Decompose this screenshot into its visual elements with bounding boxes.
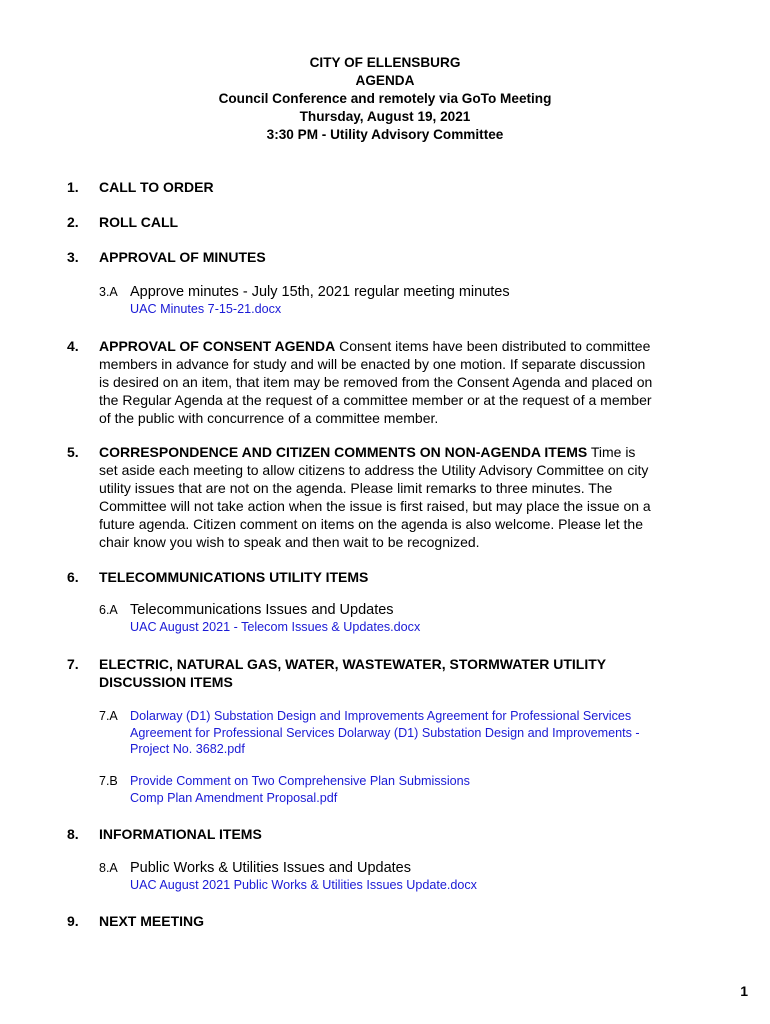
subitem-title: Approve minutes - July 15th, 2021 regular meeting minutes <box>130 284 510 300</box>
item-text-line: Consent items have been distributed to committee <box>339 338 651 354</box>
item-title <box>99 655 699 691</box>
item-title: CORRESPONDENCE AND CITIZEN COMMENTS ON NON-AGENDA ITEMS <box>99 444 588 460</box>
item-number: 4. <box>67 338 79 354</box>
document-type: AGENDA <box>355 73 415 88</box>
item-number: 2. <box>67 214 79 230</box>
item-number: 9. <box>67 913 79 929</box>
subitem-title: Telecommunications Issues and Updates <box>130 602 394 618</box>
agenda-header <box>0 54 770 144</box>
public-works-document-link[interactable]: UAC August 2021 Public Works & Utilities Issues Update.docx <box>130 878 477 892</box>
item-text-line: the Regular Agenda at the request of a committee member or at the request of a member <box>99 392 652 408</box>
item-number: 8. <box>67 826 79 842</box>
meeting-time-committee: 3:30 PM - Utility Advisory Committee <box>266 127 504 142</box>
comprehensive-plan-link[interactable]: Provide Comment on Two Comprehensive Plan Submissions <box>130 774 470 788</box>
subitem-number: 3.A <box>99 285 118 299</box>
meeting-location: Council Conference and remotely via GoTo Meeting <box>218 91 552 106</box>
item-text-line: Time is <box>590 444 636 460</box>
item-text-line: utility issues that are not on the agenda. Please limit remarks to three minutes. The <box>99 480 613 496</box>
item-number: 7. <box>67 656 79 672</box>
page-number: 1 <box>740 983 748 999</box>
subitem-number: 7.A <box>99 709 118 723</box>
dolarway-substation-link[interactable]: Dolarway (D1) Substation Design and Improvements Agreement for Professional Services <box>130 709 632 723</box>
city-name: CITY OF ELLENSBURG <box>309 55 461 70</box>
item-title: APPROVAL OF CONSENT AGENDA <box>99 338 336 354</box>
item-body <box>99 337 699 427</box>
item-body <box>99 443 699 551</box>
item-number: 5. <box>67 444 79 460</box>
item-title-line: DISCUSSION ITEMS <box>99 674 233 690</box>
minutes-document-link[interactable]: UAC Minutes 7-15-21.docx <box>130 302 282 316</box>
item-title-line: ELECTRIC, NATURAL GAS, WATER, WASTEWATER, STORMWATER UTILITY <box>99 656 607 672</box>
dolarway-agreement-document-link-cont[interactable]: Project No. 3682.pdf <box>130 742 245 756</box>
item-text-line: of the public with concurrence of a committee member. <box>99 410 439 426</box>
item-title: NEXT MEETING <box>99 913 205 929</box>
item-text-line: set aside each meeting to allow citizens to address the Utility Advisory Committee on city <box>99 462 649 478</box>
item-number: 3. <box>67 249 79 265</box>
telecom-document-link[interactable]: UAC August 2021 - Telecom Issues & Updates.docx <box>130 620 421 634</box>
item-title: ROLL CALL <box>99 214 179 230</box>
meeting-date: Thursday, August 19, 2021 <box>299 109 471 124</box>
item-title: TELECOMMUNICATIONS UTILITY ITEMS <box>99 569 369 585</box>
subitem-number: 6.A <box>99 603 118 617</box>
subitem-title: Public Works & Utilities Issues and Updates <box>130 860 411 876</box>
item-text-line: chair know you wish to speak and then wait to be recognized. <box>99 534 480 550</box>
item-title: CALL TO ORDER <box>99 179 214 195</box>
comp-plan-document-link[interactable]: Comp Plan Amendment Proposal.pdf <box>130 791 338 805</box>
item-text-line: future agenda. Citizen comment on items on the agenda is also welcome. Please let the <box>99 516 643 532</box>
subitem-number: 8.A <box>99 861 118 875</box>
item-number: 6. <box>67 569 79 585</box>
dolarway-agreement-document-link[interactable]: Agreement for Professional Services Dolarway (D1) Substation Design and Improvements - <box>130 726 640 740</box>
item-title: APPROVAL OF MINUTES <box>99 249 266 265</box>
item-text-line: members in advance for study and will be enacted by one motion. If separate discussion <box>99 356 646 372</box>
item-text-line: Committee will not take action when the issue is first raised, but may place the issue on a <box>99 498 651 514</box>
subitem-number: 7.B <box>99 774 118 788</box>
item-number: 1. <box>67 179 79 195</box>
item-text-line: is desired on an item, that item may be removed from the Consent Agenda and placed on <box>99 374 653 390</box>
item-title: INFORMATIONAL ITEMS <box>99 826 262 842</box>
